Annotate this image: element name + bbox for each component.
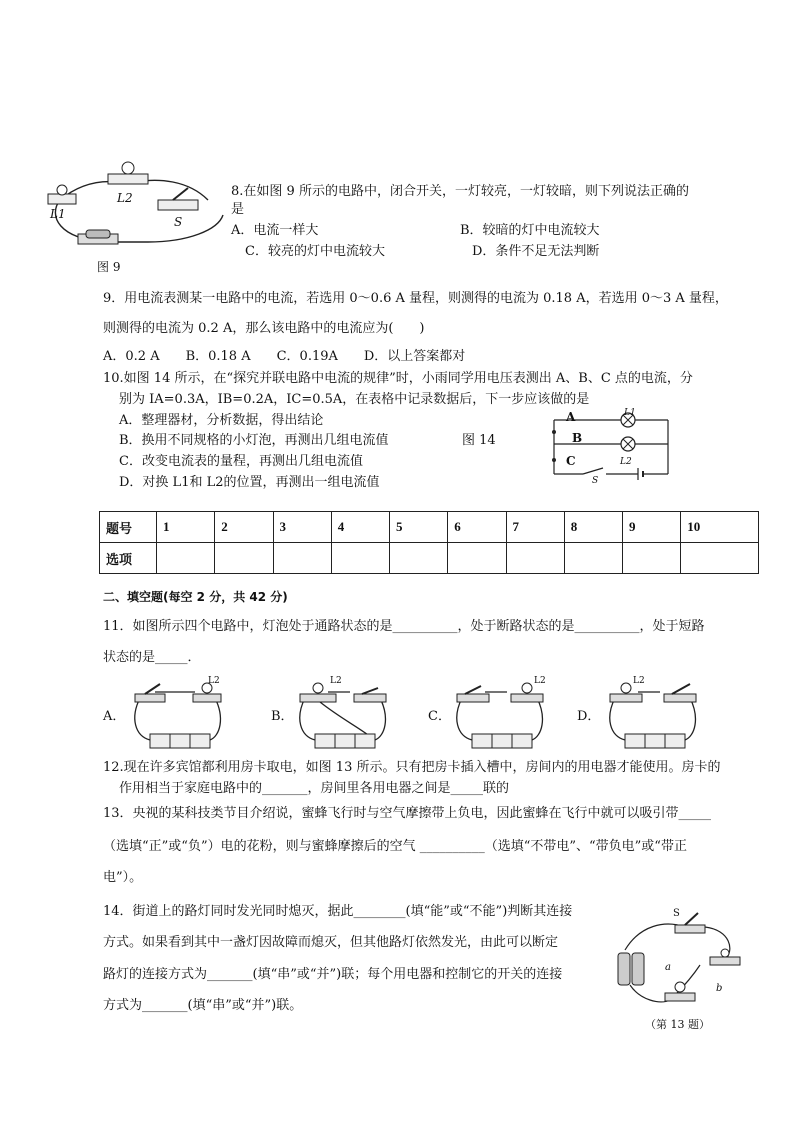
- question-11-line2: 状态的是_____．: [103, 650, 201, 665]
- answer-table-number: 4: [331, 512, 389, 543]
- figure-13-caption: （第 13 题）: [645, 1018, 710, 1031]
- question-14-line3: 路灯的连接方式为_______(填“串”或“并”)联；每个用电器和控制它的开关的连接: [103, 967, 563, 982]
- question-10-line1: 10.如图 14 所示，在“探究并联电路中电流的规律”时，小雨同学用电压表测出 A、B、C 点的电流，分: [103, 371, 693, 386]
- answer-table-number: 3: [273, 512, 331, 543]
- question-10-option-c: C．改变电流表的量程，再测出几组电流值: [119, 454, 363, 469]
- section-2-title: 二、填空题(每空 2 分，共 42 分): [103, 590, 288, 604]
- question-14-line4: 方式为_______(填“串”或“并”)联。: [103, 998, 303, 1013]
- circuit-d-lamp-label: L2: [633, 676, 645, 686]
- question-13-line1: 13．央视的某科技类节目介绍说，蜜蜂飞行时与空气摩擦带上负电，因此蜜蜂在飞行中就可以吸引带_____: [103, 806, 712, 821]
- circuit-d-label: D．: [577, 709, 601, 724]
- figure-14-point-a: A: [566, 410, 576, 424]
- figure-13-circuit: [610, 905, 750, 1015]
- question-14-line2: 方式。如果看到其中一盏灯因故障而熄灭，但其他路灯依然发光，由此可以断定: [103, 935, 559, 950]
- question-8-option-b: B．较暗的灯中电流较大: [460, 223, 600, 238]
- circuit-d-diagram: [600, 678, 700, 750]
- question-8-option-c: C．较亮的灯中电流较大: [245, 244, 385, 259]
- question-12-line1: 12.现在许多宾馆都利用房卡取电，如图 13 所示。只有把房卡插入槽中，房间内的用电器才能使用。房卡的: [103, 760, 721, 775]
- question-10-option-d: D．对换 L1和 L2的位置，再测出一组电流值: [119, 475, 380, 490]
- question-9-line2: 则测得的电流为 0.2 A，那么该电路中的电流应为( ): [103, 321, 425, 336]
- figure-13-s-label: S: [673, 908, 680, 919]
- figure-9-l2-label: L2: [117, 191, 133, 205]
- circuit-c-diagram: [447, 678, 547, 750]
- figure-14-s: S: [592, 476, 599, 486]
- answer-table-number: 1: [157, 512, 215, 543]
- question-11-line1: 11．如图所示四个电路中，灯泡处于通路状态的是__________，处于断路状态的是__________，处于短路: [103, 619, 705, 634]
- answer-table: [99, 511, 759, 574]
- figure-14-l2: L2: [620, 457, 632, 467]
- figure-14-point-c: C: [566, 454, 576, 468]
- answer-cell[interactable]: [448, 543, 506, 574]
- answer-table-number: 8: [564, 512, 622, 543]
- answer-cell[interactable]: [623, 543, 681, 574]
- figure-9-l1-label: L1: [50, 207, 66, 221]
- question-8-stem-line1: 8.在如图 9 所示的电路中，闭合开关，一灯较亮，一灯较暗，则下列说法正确的: [231, 184, 689, 199]
- figure-14-label: 图 14: [462, 433, 496, 448]
- answer-cell[interactable]: [390, 543, 448, 574]
- answer-table-row-label: 选项: [100, 543, 157, 574]
- question-9-line1: 9．用电流表测某一电路中的电流，若选用 0～0.6 A 量程，则测得的电流为 0.18 A，若选用 0～3 A 量程，: [103, 291, 728, 306]
- question-10-line2: 别为 IA=0.3A，IB=0.2A，IC=0.5A，在表格中记录数据后，下一步应该做的是: [119, 392, 590, 407]
- question-8-option-a: A．电流一样大: [231, 223, 319, 238]
- answer-table-number: 7: [506, 512, 564, 543]
- question-8-option-d: D．条件不足无法判断: [472, 244, 600, 259]
- figure-9-s-label: S: [174, 215, 183, 229]
- figure-9-label: 图 9: [97, 260, 121, 274]
- circuit-c-label: C．: [428, 709, 451, 724]
- answer-table-number: 10: [681, 512, 759, 543]
- answer-cell[interactable]: [331, 543, 389, 574]
- answer-cell[interactable]: [506, 543, 564, 574]
- question-10-option-a: A．整理器材，分析数据，得出结论: [119, 413, 324, 428]
- circuit-a-lamp-label: L2: [208, 676, 220, 686]
- question-14-line1: 14．街道上的路灯同时发光同时熄灭，据此________(填“能”或“不能”)判断其连接: [103, 904, 573, 919]
- answer-table-header-label: 题号: [100, 512, 157, 543]
- circuit-a-diagram: [125, 678, 225, 750]
- question-13-line2: （选填“正”或“负”）电的花粉，则与蜜蜂摩擦后的空气 __________（选填“不带电”、“带负电”或“带正: [103, 839, 687, 854]
- answer-cell[interactable]: [157, 543, 215, 574]
- question-12-line2: 作用相当于家庭电路中的_______，房间里各用电器之间是_____联的: [119, 781, 510, 796]
- circuit-a-label: A．: [103, 709, 126, 724]
- figure-13-a-label: a: [665, 962, 671, 973]
- question-13-line3: 电”）。: [103, 870, 143, 885]
- answer-table-header-row: [100, 512, 759, 543]
- figure-14-l1: L1: [624, 408, 636, 418]
- answer-cell[interactable]: [273, 543, 331, 574]
- circuit-b-lamp-label: L2: [330, 676, 342, 686]
- circuit-b-diagram: [290, 678, 390, 750]
- question-9-options: A．0.2 A B．0.18 A C．0.19A D．以上答案都对: [103, 349, 466, 364]
- answer-table-number: 5: [390, 512, 448, 543]
- question-8-stem-line2: 是: [231, 202, 245, 217]
- figure-9-circuit: [38, 160, 218, 250]
- answer-cell[interactable]: [681, 543, 759, 574]
- answer-cell[interactable]: [564, 543, 622, 574]
- question-10-option-b: B．换用不同规格的小灯泡，再测出几组电流值: [119, 433, 389, 448]
- answer-cell[interactable]: [215, 543, 273, 574]
- figure-13-b-label: b: [716, 983, 723, 994]
- answer-table-number: 9: [623, 512, 681, 543]
- circuit-b-label: B．: [271, 709, 294, 724]
- answer-table-number: 6: [448, 512, 506, 543]
- answer-table-answer-row: [100, 543, 759, 574]
- circuit-c-lamp-label: L2: [534, 676, 546, 686]
- figure-14-point-b: B: [572, 431, 583, 445]
- answer-table-number: 2: [215, 512, 273, 543]
